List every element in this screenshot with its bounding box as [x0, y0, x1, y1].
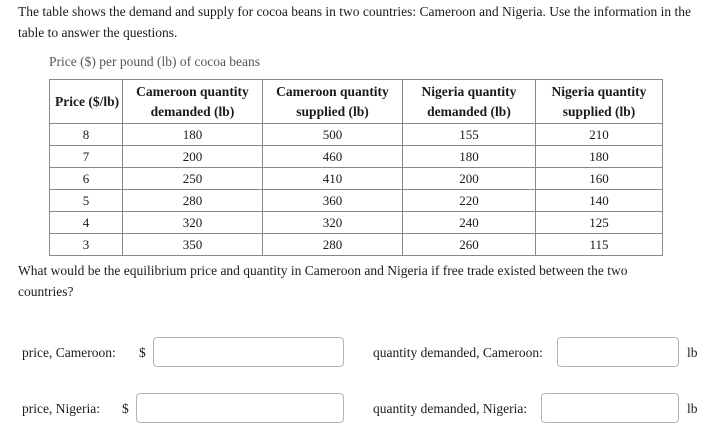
- cell-nigeria-supplied: 140: [536, 190, 663, 212]
- cell-cameroon-supplied: 280: [263, 234, 403, 256]
- qty-cameroon-label: quantity demanded, Cameroon:: [373, 345, 543, 360]
- table-row: [50, 212, 663, 234]
- header-nigeria-supplied: Nigeria quantity supplied (lb): [536, 80, 663, 124]
- cell-cameroon-demanded: 200: [123, 146, 263, 168]
- question-text: What would be the equilibrium price and quantity in Cameroon and Nigeria if free trade existed between the two countries?: [18, 263, 628, 299]
- cell-price: 8: [50, 124, 123, 146]
- cell-cameroon-demanded: 280: [123, 190, 263, 212]
- cell-nigeria-supplied: 115: [536, 234, 663, 256]
- cell-cameroon-supplied: 500: [263, 124, 403, 146]
- cell-nigeria-demanded: 200: [403, 168, 536, 190]
- qty-nigeria-unit: lb: [687, 401, 698, 416]
- cell-cameroon-demanded: 250: [123, 168, 263, 190]
- cell-cameroon-supplied: 410: [263, 168, 403, 190]
- cell-price: 7: [50, 146, 123, 168]
- cell-cameroon-supplied: 360: [263, 190, 403, 212]
- cell-nigeria-demanded: 240: [403, 212, 536, 234]
- table-row: [50, 168, 663, 190]
- qty-cameroon-unit: lb: [687, 345, 698, 360]
- intro-text: The table shows the demand and supply for cocoa beans in two countries: Cameroon and Nigeria. Use the information in the table to answer the questions.: [18, 4, 691, 40]
- cell-price: 4: [50, 212, 123, 234]
- price-nigeria-currency: $: [122, 401, 129, 416]
- cell-price: 6: [50, 168, 123, 190]
- table-row: [50, 124, 663, 146]
- header-price: Price ($/lb): [50, 80, 123, 124]
- qty-nigeria-input[interactable]: [541, 393, 679, 423]
- cell-nigeria-demanded: 180: [403, 146, 536, 168]
- table-caption: Price ($) per pound (lb) of cocoa beans: [49, 54, 261, 69]
- cell-cameroon-demanded: 320: [123, 212, 263, 234]
- cell-cameroon-supplied: 320: [263, 212, 403, 234]
- header-cameroon-supplied: Cameroon quantity supplied (lb): [263, 80, 403, 124]
- cell-nigeria-supplied: 180: [536, 146, 663, 168]
- table-row: [50, 234, 663, 256]
- price-cameroon-label: price, Cameroon:: [22, 345, 116, 360]
- header-cameroon-demanded: Cameroon quantity demanded (lb): [123, 80, 263, 124]
- price-nigeria-input[interactable]: [136, 393, 344, 423]
- header-nigeria-demanded: Nigeria quantity demanded (lb): [403, 80, 536, 124]
- cell-nigeria-demanded: 220: [403, 190, 536, 212]
- cell-cameroon-demanded: 180: [123, 124, 263, 146]
- price-cameroon-currency: $: [139, 345, 146, 360]
- cell-cameroon-supplied: 460: [263, 146, 403, 168]
- cell-nigeria-supplied: 210: [536, 124, 663, 146]
- cell-price: 5: [50, 190, 123, 212]
- price-cameroon-input[interactable]: [153, 337, 344, 367]
- cell-nigeria-demanded: 155: [403, 124, 536, 146]
- cell-price: 3: [50, 234, 123, 256]
- cell-nigeria-supplied: 125: [536, 212, 663, 234]
- qty-nigeria-label: quantity demanded, Nigeria:: [373, 401, 528, 416]
- qty-cameroon-input[interactable]: [557, 337, 679, 367]
- cell-cameroon-demanded: 350: [123, 234, 263, 256]
- cell-nigeria-supplied: 160: [536, 168, 663, 190]
- table-row: [50, 190, 663, 212]
- price-nigeria-label: price, Nigeria:: [22, 401, 100, 416]
- table-row: [50, 146, 663, 168]
- cell-nigeria-demanded: 260: [403, 234, 536, 256]
- table-header-row: [50, 80, 663, 124]
- supply-demand-table: [49, 79, 663, 256]
